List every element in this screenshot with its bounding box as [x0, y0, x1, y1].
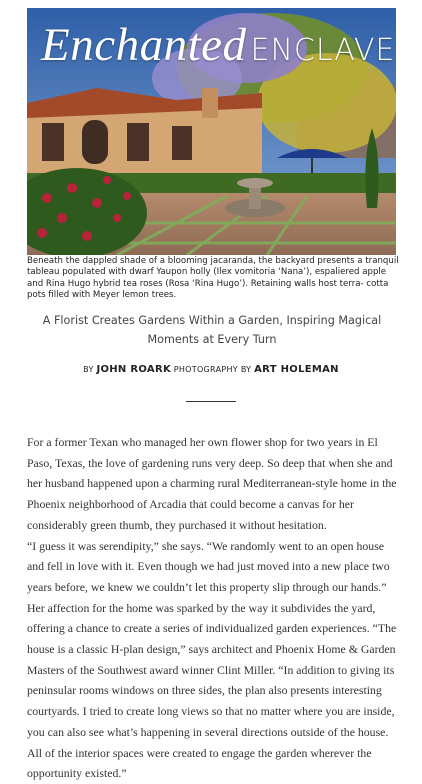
article-body — [27, 432, 399, 784]
section-divider — [186, 401, 236, 402]
article-title — [41, 18, 395, 72]
body-paragraph: Her affection for the home was sparked by the way it subdivides the yard, offering a chance to create a series of individualized garden experiences. “The house is a classic H-plan design,” says architect and Phoenix Home & Garden Masters of the Southwest award winner Clint Miller. “In addition to giving its peninsular rooms windows on three sides, the plan also presents interesting courtyards. I tried to create long views so that no matter where you are inside, you can also see what’s happening in several directions outside of the house. All of the interior spaces were created to engage the garden wherever the opportunity existed.” — [27, 600, 397, 781]
byline-photo-label: PHOTOGRAPHY BY — [173, 365, 252, 374]
byline-author: JOHN ROARK — [96, 364, 171, 375]
article-subtitle: A Florist Creates Gardens Within a Garden, Inspiring Magical Moments at Every Turn — [42, 314, 382, 346]
body-paragraph: For a former Texan who managed her own flower shop for two years in El Paso, Texas, the love of gardening runs very deep. So deep that when she and her husband happened upon a charming rural Mediterranean-style home in the Phoenix neighborhood of Arcadia that could become a canvas for her considerably green thumb, they purchased it without hesitation. — [27, 435, 397, 532]
byline — [0, 364, 422, 375]
photo-caption: Beneath the dappled shade of a blooming jacaranda, the backyard presents a tranquil tableau populated with dwarf Yaupon holly (Ilex vomitoria ‘Nana’), espaliered apple and Rina Hugo hybrid tea roses (Rosa ‘Rina Hugo’). Retaining walls host terra- cotta pots filled with Meyer lemon trees. — [27, 256, 399, 301]
body-paragraph: “I guess it was serendipity,” she says. “We randomly went to an open house and fell in love with it. Even though we had just moved into a new place two years before, we knew we couldn’t let this property slip through our hands.” — [27, 538, 390, 594]
byline-photographer: ART HOLEMAN — [254, 364, 339, 375]
byline-by-label: BY — [83, 365, 94, 374]
title-script: Enchanted — [41, 19, 247, 71]
title-caps: ENCLAVE — [250, 33, 396, 68]
hero-photo — [27, 8, 396, 255]
